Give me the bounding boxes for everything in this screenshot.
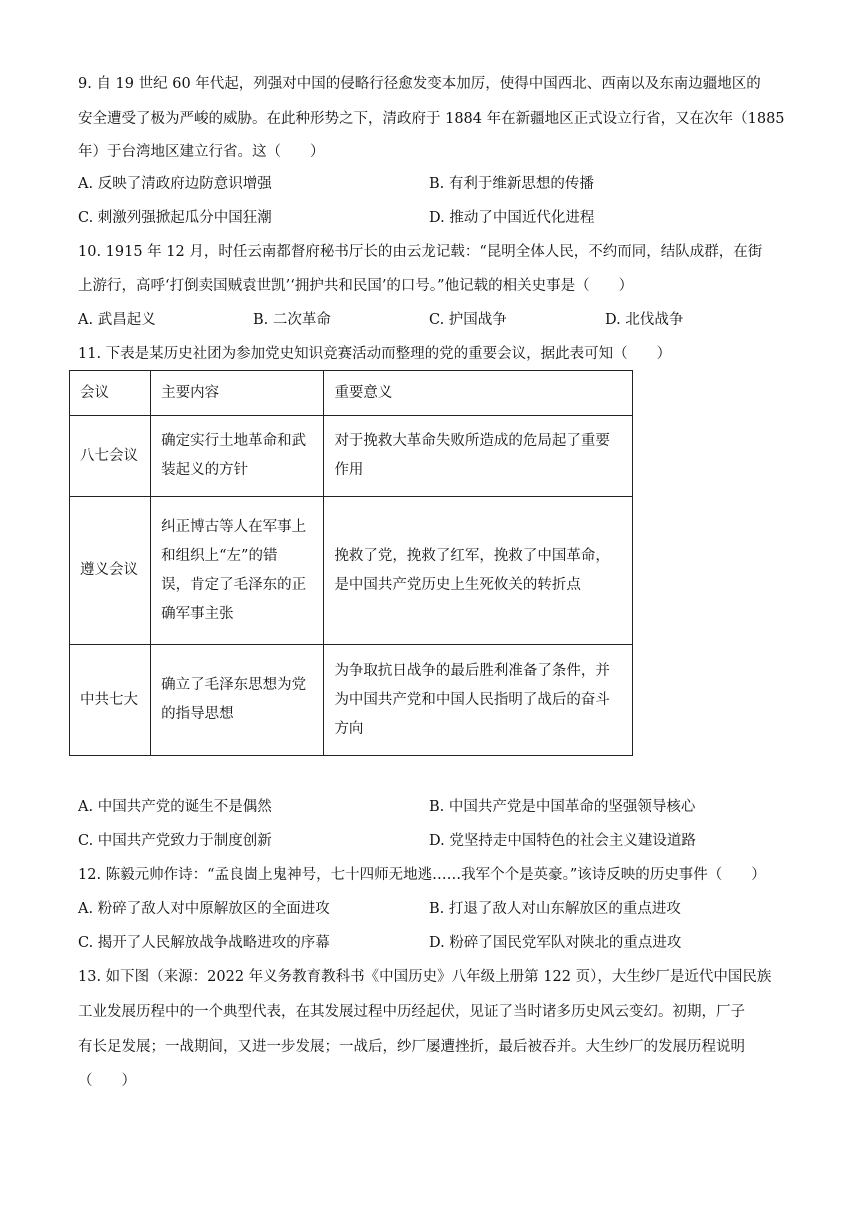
content-line: 的指导思想 [161,706,234,722]
content-line: 纠正博古等人在军事上 [161,518,307,535]
q13-stem-line-4: （ ） [78,1073,136,1089]
header-content: 主要内容 [151,371,324,416]
content-line: 和组织上“左”的错 [161,547,278,564]
q13-stem-line-2: 工业发展历程中的一个典型代表，在其发展过程中历经起伏，见证了当时诸多历史风云变幻。初期，厂子 [78,1004,745,1020]
q9-stem-line-2: 安全遭受了极为严峻的威胁。在此种形势之下，清政府于 1884 年在新疆地区正式设立行省，又在次年（1885 [78,111,785,127]
party-meetings-table [69,370,633,756]
header-meeting: 会议 [70,371,151,416]
table-row [70,416,633,497]
q10-option-a[interactable]: A. 武昌起义 [78,312,156,328]
q12-option-a[interactable]: A. 粉碎了敌人对中原解放区的全面进攻 [78,901,330,917]
q9-stem-line-3: 年）于台湾地区建立行省。这（ ） [78,144,325,160]
significance-line: 是中国共产党历史上生死攸关的转折点 [334,576,581,593]
content-line: 误，肯定了毛泽东的正 [161,576,307,593]
q10-option-c[interactable]: C. 护国战争 [429,312,507,328]
q9-option-b[interactable]: B. 有利于维新思想的传播 [429,176,594,192]
q10-option-b[interactable]: B. 二次革命 [253,312,331,328]
q10-stem-line-1: 10. 1915 年 12 月，时任云南都督府秘书厅长的由云龙记载：“昆明全体人民，不约而同，结队成群，在街 [78,244,763,260]
meeting-content [151,645,324,756]
q11-option-c[interactable]: C. 中国共产党致力于制度创新 [78,833,272,849]
q13-stem-line-3: 有长足发展；一战期间，又进一步发展；一战后，纱厂屡遭挫折，最后被吞并。大生纱厂的发展历程说明 [78,1039,745,1055]
content-line: 确军事主张 [161,605,234,622]
significance-line: 作用 [334,462,364,478]
significance-line: 挽救了党，挽救了红军，挽救了中国革命， [334,547,610,564]
header-significance: 重要意义 [324,371,633,416]
q11-option-b[interactable]: B. 中国共产党是中国革命的坚强领导核心 [429,799,696,815]
q11-option-d[interactable]: D. 党坚持走中国特色的社会主义建设道路 [429,833,696,849]
q13-stem-line-1: 13. 如下图（来源：2022 年义务教育教科书《中国历史》八年级上册第 122 页），大生纱厂是近代中国民族 [78,969,772,985]
meeting-content [151,416,324,497]
meeting-content [151,497,324,645]
meeting-name: 八七会议 [70,416,151,497]
significance-line: 为争取抗日战争的最后胜利准备了条件，并 [334,662,610,679]
meeting-significance [324,645,633,756]
meeting-significance [324,416,633,497]
content-line: 确定实行土地革命和武 [161,433,307,449]
meeting-name: 中共七大 [70,645,151,756]
q12-stem: 12. 陈毅元帅作诗：“孟良崮上鬼神号，七十四师无地逃……我军个个是英豪。”该诗反映的历史事件（ ） [78,867,766,883]
significance-line: 为中国共产党和中国人民指明了战后的奋斗 [334,691,610,708]
q9-option-c[interactable]: C. 刺激列强掀起瓜分中国狂潮 [78,210,272,226]
content-line: 确立了毛泽东思想为党 [161,677,307,693]
significance-line: 方向 [334,720,364,737]
table-row [70,645,633,756]
table-row [70,497,633,645]
q10-stem-line-2: 上游行，高呼‘打倒卖国贼袁世凯’‘拥护共和民国’的口号。”他记载的相关史事是（ ） [78,278,634,294]
q12-option-c[interactable]: C. 揭开了人民解放战争战略进攻的序幕 [78,935,330,951]
significance-line: 对于挽救大革命失败所造成的危局起了重要 [334,433,610,449]
q9-option-a[interactable]: A. 反映了清政府边防意识增强 [78,176,272,192]
q11-option-a[interactable]: A. 中国共产党的诞生不是偶然 [78,799,272,815]
meeting-name: 遵义会议 [70,497,151,645]
q10-option-d[interactable]: D. 北伐战争 [605,312,684,328]
q11-stem: 11. 下表是某历史社团为参加党史知识竞赛活动而整理的党的重要会议，据此表可知（ ） [78,346,672,362]
meeting-significance [324,497,633,645]
q12-option-d[interactable]: D. 粉碎了国民党军队对陕北的重点进攻 [429,935,682,951]
q9-stem-line-1: 9. 自 19 世纪 60 年代起，列强对中国的侵略行径愈发变本加厉，使得中国西北、西南以及东南边疆地区的 [78,76,761,92]
content-line: 装起义的方针 [161,462,249,478]
q9-option-d[interactable]: D. 推动了中国近代化进程 [429,210,595,226]
q12-option-b[interactable]: B. 打退了敌人对山东解放区的重点进攻 [429,901,681,917]
table-header-row [70,371,633,416]
